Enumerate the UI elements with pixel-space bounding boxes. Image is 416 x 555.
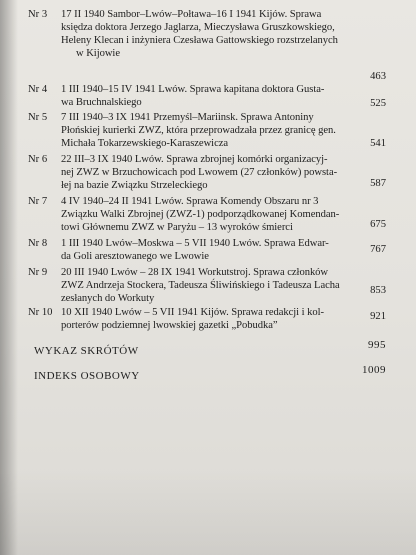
entry-title-line: wa Bruchnalskiego xyxy=(61,96,142,108)
toc-entry-nr3 xyxy=(28,9,386,82)
toc-entry-nr10 xyxy=(28,307,386,333)
entry-title-line: 22 III–3 IX 1940 Lwów. Sprawa zbrojnej komórki organizacyj- xyxy=(61,154,328,165)
entry-title-line: łej na bazie Związku Strzeleckiego xyxy=(61,179,208,191)
entry-title-line: Michała Tokarzewskiego-Karaszewicza xyxy=(61,137,229,149)
toc-entry-nr7 xyxy=(28,196,386,235)
toc-section-person-index xyxy=(34,364,386,383)
entry-title-line: towi Głównemu ZWZ w Paryżu – 13 wyroków śmierci xyxy=(61,221,293,233)
entry-title-line: Związku Walki Zbrojnej (ZWZ-1) podporządkowanej Komendan- xyxy=(61,208,340,220)
entry-title-line: ZWZ Andrzeja Stockera, Tadeusza Śliwińskiego i Tadeusza Lacha xyxy=(61,279,340,291)
entry-title-line: nej ZWZ w Brzuchowicach pod Lwowem (27 członków) powsta- xyxy=(61,166,338,178)
entry-page-number: 675 xyxy=(370,219,386,230)
entry-title-line: 4 IV 1940–24 II 1941 Lwów. Sprawa Komendy Obszaru nr 3 xyxy=(61,196,319,207)
toc-entry-nr6 xyxy=(28,154,386,193)
entry-page-number: 463 xyxy=(370,71,386,82)
section-title: INDEKS OSOBOWY xyxy=(34,370,140,382)
entry-title-line: 1 III 1940–15 IV 1941 Lwów. Sprawa kapitana doktora Gusta- xyxy=(61,84,325,95)
entry-number: Nr 6 xyxy=(28,154,48,165)
entry-number: Nr 8 xyxy=(28,238,48,249)
entry-page-number: 853 xyxy=(370,285,386,296)
toc-entry-nr4 xyxy=(28,84,386,110)
entry-title-line: da Goli aresztowanego we Lwowie xyxy=(61,250,209,262)
entry-number: Nr 7 xyxy=(28,196,48,207)
entry-page-number: 767 xyxy=(370,244,386,255)
entry-title-line: Płońskiej kurierki ZWZ, która przeprowadzała przez granicę gen. xyxy=(61,124,336,136)
entry-number: Nr 3 xyxy=(28,9,48,20)
toc-entry-nr9 xyxy=(28,267,386,306)
section-page-number: 1009 xyxy=(362,364,386,376)
entry-number: Nr 10 xyxy=(28,307,53,318)
entry-page-number: 921 xyxy=(370,311,386,322)
entry-title-line: w Kijowie xyxy=(76,47,120,59)
toc-entry-nr8 xyxy=(28,238,386,264)
entry-title-line: 7 III 1940–3 IX 1941 Przemyśl–Mariinsk. Sprawa Antoniny xyxy=(61,112,314,123)
entry-title-line: 10 XII 1940 Lwów – 5 VII 1941 Kijów. Sprawa redakcji i kol- xyxy=(61,307,325,318)
entry-number: Nr 4 xyxy=(28,84,48,95)
toc-section-abbreviations xyxy=(34,339,386,358)
toc-entry-nr5 xyxy=(28,112,386,151)
entry-title-line: 1 III 1940 Lwów–Moskwa – 5 VII 1940 Lwów. Sprawa Edwar- xyxy=(61,238,329,249)
page-shadow-left xyxy=(0,0,18,555)
entry-title-line: zesłanych do Workuty xyxy=(61,292,155,304)
entry-page-number: 541 xyxy=(370,138,386,149)
section-title: WYKAZ SKRÓTÓW xyxy=(34,345,139,357)
entry-page-number: 587 xyxy=(370,178,386,189)
section-page-number: 995 xyxy=(368,339,386,351)
entry-page-number: 525 xyxy=(370,98,386,109)
page-shadow-bottom xyxy=(0,470,416,555)
entry-title-line: 20 III 1940 Lwów – 28 IX 1941 Workutstroj. Sprawa członków xyxy=(61,267,329,278)
entry-title-line: Heleny Klecan i inżyniera Czesława Gattowskiego rozstrzelanych xyxy=(61,34,338,46)
entry-title-line: 17 II 1940 Sambor–Lwów–Połtawa–16 I 1941 Kijów. Sprawa xyxy=(61,9,322,20)
entry-title-line: księdza doktora Jerzego Jaglarza, Mieczysława Gruszkowskiego, xyxy=(61,21,335,33)
entry-number: Nr 5 xyxy=(28,112,48,123)
entry-number: Nr 9 xyxy=(28,267,48,278)
entry-title-line: porterów podziemnej lwowskiej gazetki „Pobudka” xyxy=(61,319,278,331)
